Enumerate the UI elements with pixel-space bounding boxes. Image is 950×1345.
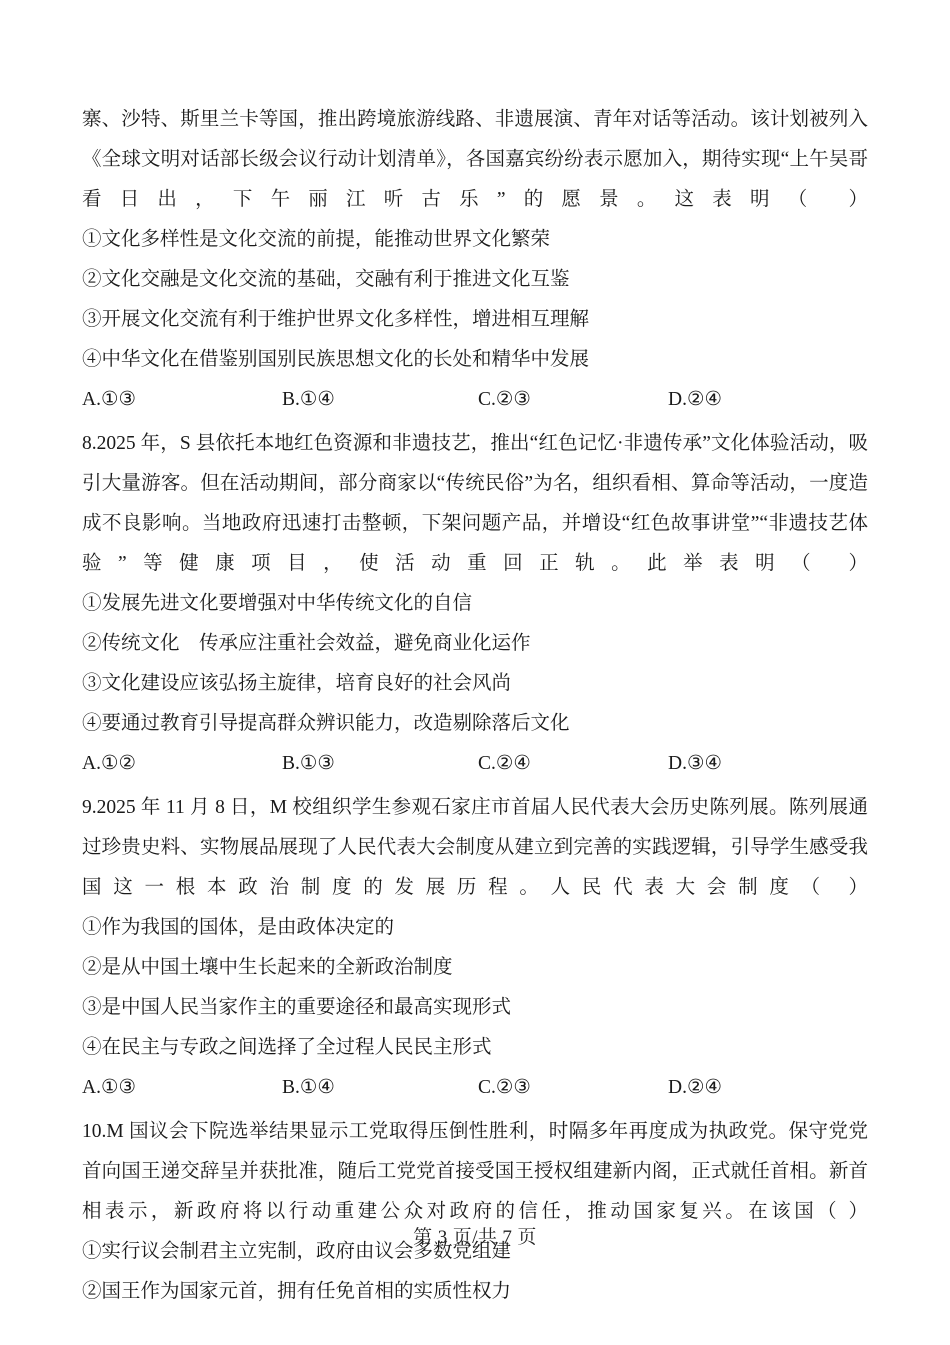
question-option: ①文化多样性是文化交流的前提，能推动世界文化繁荣 [82,229,551,250]
question-option: ③开展文化交流有利于维护世界文化多样性，增进相互理解 [82,309,590,330]
question-option: ②文化交融是文化交流的基础，交融有利于推进文化互鉴 [82,269,570,290]
answer-choice-b[interactable]: B.①③ [282,753,335,774]
answer-choices-row [82,1068,868,1108]
question-option: ①发展先进文化要增强对中华传统文化的自信 [82,593,473,614]
page-footer: 第 3 页/共 7 页 [413,1227,537,1248]
answer-choice-b[interactable]: B.①④ [282,389,335,410]
question-option: ④中华文化在借鉴别国别民族思想文化的长处和精华中发展 [82,349,590,370]
question-option: ②国王作为国家元首，拥有任免首相的实质性权力 [82,1281,512,1302]
question-q8 [82,424,868,788]
question-q7-continued [82,100,868,424]
answer-choice-a[interactable]: A.①③ [82,389,136,410]
question-option: ④在民主与专政之间选择了全过程人民民主形式 [82,1037,492,1058]
question-option: ③是中国人民当家作主的重要途径和最高实现形式 [82,997,512,1018]
question-stem: 9.2025 年 11 月 8 日，M 校组织学生参观石家庄市首届人民代表大会历史陈列展。陈列展通过珍贵史料、实物展品展现了人民代表大会制度从建立到完善的实践逻辑，引导学生感受我国这一根本政治制度的发展历程。人民代表大会制度（ ） [82,797,868,898]
question-option: ①实行议会制君主立宪制，政府由议会多数党组建 [82,1241,512,1262]
question-option: ④要通过教育引导提高群众辨识能力，改造剔除落后文化 [82,713,570,734]
question-option: ③文化建设应该弘扬主旋律，培育良好的社会风尚 [82,673,512,694]
answer-choice-c[interactable]: C.②④ [478,753,531,774]
answer-choice-c[interactable]: C.②③ [478,1077,531,1098]
question-option: ②是从中国土壤中生长起来的全新政治制度 [82,957,453,978]
answer-choices-row [82,380,868,420]
question-q10 [82,1112,868,1312]
answer-choice-b[interactable]: B.①④ [282,1077,335,1098]
question-stem: 10.M 国议会下院选举结果显示工党取得压倒性胜利，时隔多年再度成为执政党。保守党党首向国王递交辞呈并获批准，随后工党党首接受国王授权组建新内阁，正式就任首相。新首相表示，新政府将以行动重建公众对政府的信任，推动国家复兴。在该国（ ） [82,1121,868,1222]
answer-choice-d[interactable]: D.②④ [668,1077,722,1098]
answer-choice-a[interactable]: A.①③ [82,1077,136,1098]
answer-choice-a[interactable]: A.①② [82,753,136,774]
question-stem: 寨、沙特、斯里兰卡等国，推出跨境旅游线路、非遗展演、青年对话等活动。该计划被列入《全球文明对话部长级会议行动计划清单》，各国嘉宾纷纷表示愿加入，期待实现“上午吴哥看日出，下午丽江听古乐”的愿景。这表明（ ） [82,109,868,210]
answer-choice-d[interactable]: D.③④ [668,753,722,774]
question-stem: 8.2025 年，S 县依托本地红色资源和非遗技艺，推出“红色记忆·非遗传承”文化体验活动，吸引大量游客。但在活动期间，部分商家以“传统民俗”为名，组织看相、算命等活动，一度造成不良影响。当地政府迅速打击整顿，下架问题产品，并增设“红色故事讲堂”“非遗技艺体验”等健康项目，使活动重回正轨。此举表明（ ） [82,433,868,574]
question-q9 [82,788,868,1112]
page-content [82,100,868,1312]
answer-choice-d[interactable]: D.②④ [668,389,722,410]
answer-choice-c[interactable]: C.②③ [478,389,531,410]
answer-choices-row [82,744,868,784]
question-option: ②传统文化 传承应注重社会效益，避免商业化运作 [82,633,531,654]
question-option: ①作为我国的国体，是由政体决定的 [82,917,395,938]
